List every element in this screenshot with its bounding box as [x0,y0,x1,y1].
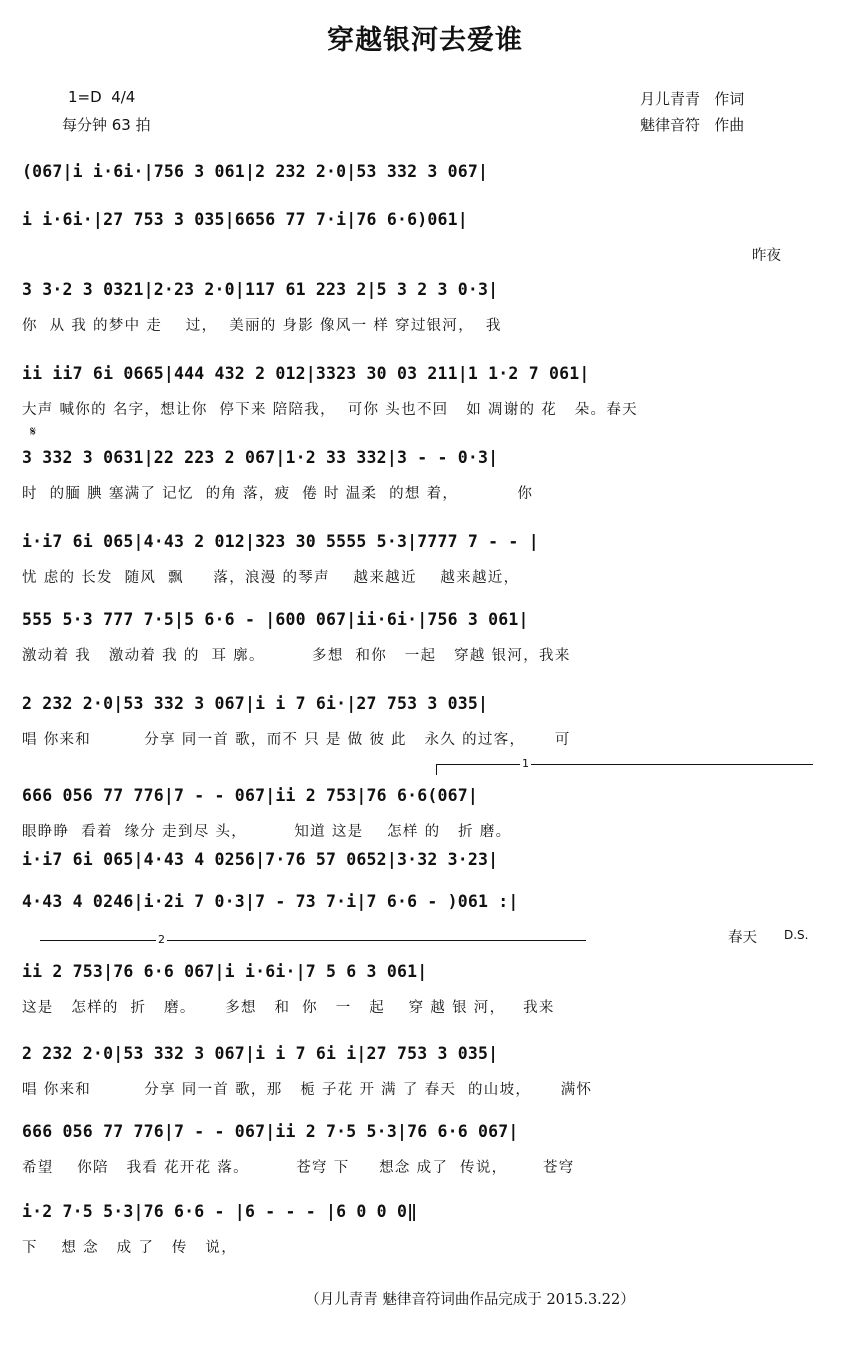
key-time-signature: 1=D 4/4 [68,88,136,106]
lyric-line-5: 时 的腼 腆 塞满了 记忆 的角 落，疲 倦 时 温柔 的想 着， 你 [22,486,534,502]
notation-line-10: i·i7 6i 065|4·43 4 0256|7·76 57 0652|3·32 3·23| [22,850,499,869]
lyric-line-15: 下 想 念 成 了 传 说， [22,1240,238,1256]
song-title: 穿越银河去爱谁 [327,25,523,56]
notation-line-14: 666 056 77 776|7 - - 067|ii 2 7·5 5·3|76 6·6 067| [22,1122,519,1141]
notation-line-12: ii 2 753|76 6·6 067|i i·6i·|7 5 6 3 061| [22,962,428,981]
first-ending-number: 1 [522,757,529,770]
completion-note: （月儿青青 魅律音符词曲作品完成于 2015.3.22） [305,1292,635,1308]
da-segno-mark: D.S. [784,928,809,942]
second-ending-bracket [40,940,586,951]
notation-line-7: 555 5·3 777 7·5|5 6·6 - |600 067|ii·6i·|756 3 061| [22,610,529,629]
lyric-line-12: 这是 怎样的 折 磨。 多想 和 你 一 起 穿 越 银 河， 我来 [22,1000,555,1016]
notation-line-1: (067|i i·6i·|756 3 061|2 232 2·0|53 332 3 067| [22,162,489,181]
notation-line-6: i·i7 6i 065|4·43 2 012|323 30 5555 5·3|7777 7 - - | [22,532,539,551]
notation-line-8: 2 232 2·0|53 332 3 067|i i 7 6i·|27 753 3 035| [22,694,489,713]
lyric-line-14: 希望 你陪 我看 花开花 落。 苍穹 下 想念 成了 传说， 苍穹 [22,1160,575,1176]
lyric-line-13: 唱 你来和 分享 同一首 歌，那 栀 子花 开 满 了 春天 的山坡， 满怀 [22,1082,593,1098]
notation-line-15: i·2 7·5 5·3|76 6·6 - |6 - - - |6 0 0 0‖ [22,1202,418,1221]
notation-line-9: 666 056 77 776|7 - - 067|ii 2 753|76 6·6(067| [22,786,479,805]
segno-sign: 𝄋 [30,424,37,440]
tempo-marking: 每分钟 63 拍 [62,116,151,134]
lyric-pickup-2: 昨夜 [752,248,781,264]
notation-line-2: i i·6i·|27 753 3 035|6656 77 7·i|76 6·6)061| [22,210,468,229]
lyric-line-9: 眼睁睁 看着 缘分 走到尽 头， 知道 这是 怎样 的 折 磨。 [22,824,512,840]
first-ending-bracket [436,764,813,775]
notation-line-11: 4·43 4 0246|i·2i 7 0·3|7 - 73 7·i|7 6·6 - )061 :| [22,892,519,911]
lyric-line-4: 大声 喊你的 名字，想让你 停下来 陪陪我， 可你 头也不回 如 凋谢的 花 朵。春天 [22,402,638,418]
lyric-line-7: 激动着 我 激动着 我 的 耳 廓。 多想 和你 一起 穿越 银河，我来 [22,648,571,664]
lyricist-credit: 月儿青青 作词 [640,90,745,108]
composer-credit: 魅律音符 作曲 [640,116,745,134]
notation-line-13: 2 232 2·0|53 332 3 067|i i 7 6i i|27 753 3 035| [22,1044,499,1063]
notation-line-5: 3 332 3 0631|22 223 2 067|1·2 33 332|3 - - 0·3| [22,448,499,467]
notation-line-3: 3 3·2 3 0321|2·23 2·0|117 61 223 2|5 3 2 3 0·3| [22,280,499,299]
lyric-line-8: 唱 你来和 分享 同一首 歌，而不 只 是 做 彼 此 永久 的过客， 可 [22,732,571,748]
lyric-spring: 春天 [728,930,757,946]
second-ending-number: 2 [158,933,165,946]
notation-line-4: ii ii7 6i 0665|444 432 2 012|3323 30 03 211|1 1·2 7 061| [22,364,590,383]
lyric-line-3: 你 从 我 的梦中 走 过， 美丽的 身影 像风一 样 穿过银河， 我 [22,318,502,334]
lyric-line-6: 忧 虑的 长发 随风 飘 落，浪漫 的琴声 越来越近 越来越近， [22,570,520,586]
